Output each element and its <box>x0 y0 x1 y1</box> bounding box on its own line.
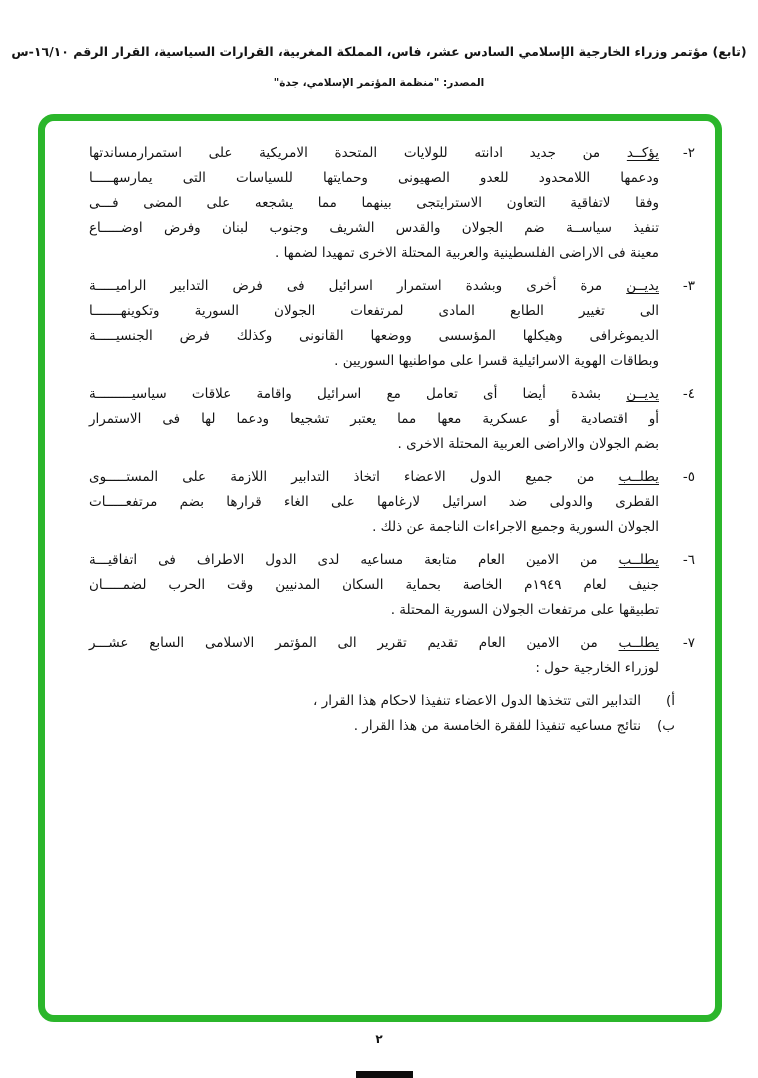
paragraph-5-line-3: الجولان السورية وجميع الاجراءات الناجمة عن ذلك . <box>372 519 659 535</box>
paragraph-7-line-2: لوزراء الخارجية حول : <box>535 660 659 676</box>
paragraph-2-line-4: تنفيذ سياســة ضم الجولان والقدس الشريف وجنوب لبنان وفرض اوضـــــاع <box>89 220 659 236</box>
subitem-b <box>89 714 675 739</box>
subitem-b-marker: ب) <box>657 718 675 734</box>
subitem-b-text: نتائج مساعيه تنفيذا للفقرة الخامسة من هذا القرار . <box>353 718 641 734</box>
paragraph-2-line-5: معينة فى الاراضى الفلسطينية والعربية المحتلة الاخرى تمهيدا لضمها . <box>275 245 659 261</box>
paragraph-3-lead-word: يديــن <box>626 278 659 294</box>
paragraph-5-lead-word: يطلــب <box>618 469 659 485</box>
paragraph-6 <box>89 548 695 623</box>
paragraph-6-number: ٦- <box>682 552 695 568</box>
paragraph-7-lead-word: يطلــب <box>618 635 659 651</box>
paragraph-3-line-4: وبطاقات الهوية الاسرائيلية قسرا على مواطنيها السوريين . <box>334 353 659 369</box>
paragraph-6-line-3: تطبيقها على مرتفعات الجولان السورية المحتلة . <box>390 602 659 618</box>
paragraph-7-line-1-text: من الامين العام تقديم تقرير الى المؤتمر الاسلامى السابع عشـــر <box>89 635 598 651</box>
paragraph-4-line-2: أو اقتصادية أو عسكرية معها مما يعتبر تشجيعا ودعما لها فى الاستمرار <box>89 411 659 427</box>
paragraph-3-line-2: الى تغيير الطابع المادى لمرتفعات الجولان السورية وتكوينهـــــــا <box>89 303 659 319</box>
paragraph-4 <box>89 382 695 457</box>
paragraph-2 <box>89 141 695 266</box>
paragraph-3 <box>89 274 695 374</box>
paragraph-6-lead-word: يطلــب <box>618 552 659 568</box>
paragraph-3-line-3: الديموغرافى وهيكلها المؤسسى ووضعها القانونى وكذلك فرض الجنسيـــــة <box>89 328 659 344</box>
paragraph-7-line-1 <box>89 631 659 656</box>
paragraph-2-line-1 <box>89 141 659 166</box>
paragraph-5-number: ٥- <box>682 469 695 485</box>
subitem-a-text: التدابير التى تتخذها الدول الاعضاء تنفيذا لاحكام هذا القرار ، <box>313 693 641 709</box>
paragraph-5-line-2: القطرى والدولى ضد اسرائيل لارغامها على الغاء قرارها بضم مرتفعـــــات <box>89 494 659 510</box>
paragraph-5-line-1-text: من جميع الدول الاعضاء اتخاذ التدابير اللازمة على المستـــــوى <box>89 469 595 485</box>
paragraph-5 <box>89 465 695 540</box>
document-header-title: (تابع) مؤتمر وزراء الخارجية الإسلامي السادس عشر، فاس، المملكة المغربية، القرارات السياسية، القرار الرقم ١٦/١٠-س <box>11 44 747 59</box>
paragraph-2-lead-word: يؤكــد <box>626 145 659 161</box>
scan-artifact-mark <box>356 1071 413 1078</box>
paragraph-7-number: ٧- <box>682 635 695 651</box>
paragraph-4-line-1 <box>89 382 659 407</box>
paragraph-2-line-2: ودعمها اللامحدود للعدو الصهيونى وحمايتها للسياسات التى يمارسهـــــا <box>89 170 659 186</box>
paragraph-2-line-3: وفقا لاتفاقية التعاون الاسترايتجى بينهما مما يشجعه على المضى فـــى <box>89 195 659 211</box>
subitem-a <box>89 689 675 714</box>
paragraph-2-number: ٢- <box>682 145 695 161</box>
paragraph-7-subitems <box>89 689 675 739</box>
paragraph-2-line-1-text: من جديد ادانته للولايات المتحدة الامريكية على استمرارمساندتها <box>89 145 601 161</box>
paragraph-4-number: ٤- <box>682 386 695 402</box>
paragraph-4-line-3: بضم الجولان والاراضى العربية المحتلة الاخرى . <box>397 436 659 452</box>
paragraph-6-line-1 <box>89 548 659 573</box>
paragraph-6-line-1-text: من الامين العام متابعة مساعيه لدى الدول الاطراف فى اتفاقيـــة <box>89 552 598 568</box>
paragraph-7 <box>89 631 695 681</box>
paragraph-5-line-1 <box>89 465 659 490</box>
paragraph-6-line-2: جنيف لعام ١٩٤٩م الخاصة بحماية السكان المدنيين وقت الحرب لضمـــــان <box>89 577 659 593</box>
paragraph-3-number: ٣- <box>682 278 695 294</box>
subitem-a-marker: أ) <box>665 693 675 709</box>
document-source-line: المصدر: "منظمة المؤتمر الإسلامي، جدة" <box>273 77 485 89</box>
green-border-frame <box>38 114 722 1022</box>
paragraph-3-line-1 <box>89 274 659 299</box>
paragraph-4-line-1-text: بشدة أيضا أى تعامل مع اسرائيل واقامة علاقات سياسيـــــــــة <box>89 386 602 402</box>
paragraph-4-lead-word: يديــن <box>626 386 659 402</box>
paragraph-3-line-1-text: مرة أخرى وبشدة استمرار اسرائيل فى فرض التدابير الراميـــــة <box>89 278 603 294</box>
page-number: ٢ <box>375 1032 383 1046</box>
resolution-body <box>45 121 715 739</box>
